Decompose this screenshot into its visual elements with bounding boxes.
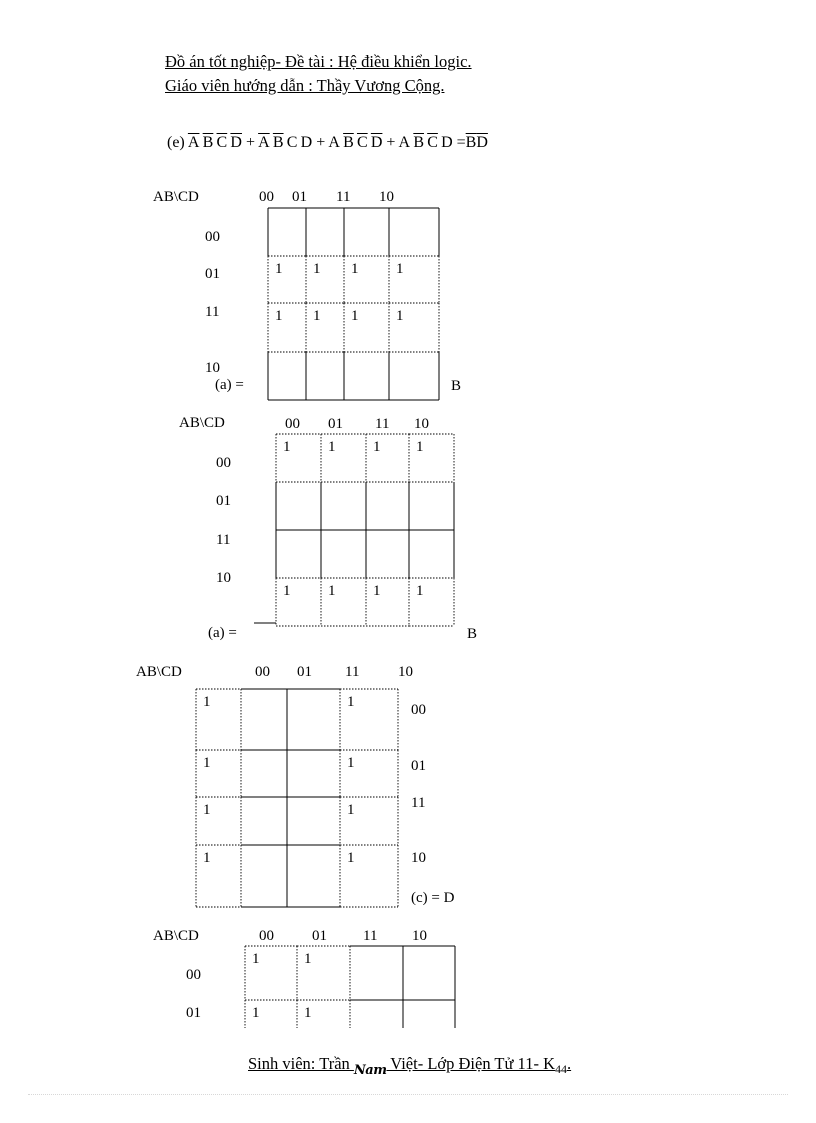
kmap2-cell-value: 1 xyxy=(373,439,381,455)
kmap4-col-00: 00 xyxy=(259,928,274,944)
kmap2-col-01: 01 xyxy=(328,416,343,432)
kmap2-caption: (a) = xyxy=(208,625,237,641)
kmap3-row-01: 01 xyxy=(411,758,426,774)
kmap3-cell-value: 1 xyxy=(203,694,211,710)
kmap1-col-10: 10 xyxy=(379,189,394,205)
kmap2-row-00: 00 xyxy=(216,455,231,471)
kmap2-col-00: 00 xyxy=(285,416,300,432)
kmap1-corner-label: AB\CD xyxy=(153,189,199,205)
student-footer xyxy=(248,1054,572,1078)
kmap3-row-00: 00 xyxy=(411,702,426,718)
footer-prefix: Sinh viên: Trần xyxy=(248,1054,354,1073)
kmap2-cell-value: 1 xyxy=(328,583,336,599)
kmap3-cell-value: 1 xyxy=(203,755,211,771)
handwritten-signature: Nam xyxy=(353,1063,387,1078)
kmap2-cell-value: 1 xyxy=(328,439,336,455)
kmap1-cell-value: 1 xyxy=(275,308,283,324)
equation-term: $\overline{A}$ $\overline{B}$ $\overline{C}$ $\overline{D}$ xyxy=(187,134,242,151)
kmap3-row-10: 10 xyxy=(411,850,426,866)
kmap2-cell-value: 1 xyxy=(373,583,381,599)
kmap3-col-10: 10 xyxy=(398,664,413,680)
equation-result: $=\overline{B}\overline{D}$ xyxy=(456,134,488,151)
kmap3-cell-value: 1 xyxy=(203,802,211,818)
kmap3-row-11: 11 xyxy=(411,795,426,811)
kmap1-caption: (a) = xyxy=(215,377,244,393)
kmap1-cell-value: 1 xyxy=(313,308,321,324)
footer-class-subscript: 44 xyxy=(554,1062,567,1076)
kmap2-cell-value: 1 xyxy=(283,439,291,455)
kmap2-corner-label: AB\CD xyxy=(179,415,225,431)
kmap1-cell-value: 1 xyxy=(313,261,321,277)
equation-plus: + xyxy=(241,134,259,151)
kmap2-result: B xyxy=(467,626,478,642)
document-header-title: Đồ án tốt nghiệp- Đề tài : Hệ điều khiển logic. xyxy=(165,52,472,71)
kmap2-cell-value: 1 xyxy=(416,439,424,455)
kmap1-col-00: 00 xyxy=(259,189,274,205)
kmap3-cell-value: 1 xyxy=(347,694,355,710)
kmap2-cell-value: 1 xyxy=(416,583,424,599)
kmap1-cell-value: 1 xyxy=(351,261,359,277)
kmap3-col-00: 00 xyxy=(255,664,270,680)
equation-label: (e) xyxy=(167,134,185,151)
kmap1-result: B xyxy=(451,378,462,394)
kmap3-col-01: 01 xyxy=(297,664,312,680)
kmap1-cell-value: 1 xyxy=(396,308,404,324)
equation-plus: + xyxy=(382,134,399,151)
kmap1-row-10: 10 xyxy=(205,360,220,376)
kmap3-cell-value: 1 xyxy=(347,802,355,818)
equation-term: $\overline{A}$ $\overline{B}$ C D xyxy=(258,134,313,151)
kmap4-row-00: 00 xyxy=(186,967,201,983)
equation-term: A $\overline{B}$ $\overline{C}$ D xyxy=(398,134,453,151)
kmap4-col-01: 01 xyxy=(312,928,327,944)
kmap3-col-11: 11 xyxy=(345,664,360,680)
kmap4-cell-value: 1 xyxy=(304,951,312,967)
equation-plus: + xyxy=(312,134,329,151)
kmap1-row-01: 01 xyxy=(205,266,220,282)
kmap1-row-00: 00 xyxy=(205,229,220,245)
kmap3-cell-value: 1 xyxy=(347,755,355,771)
kmap3-caption: (c) = D xyxy=(411,890,455,906)
document-header-advisor: Giáo viên hướng dẫn : Thầy Vương Cộng. xyxy=(165,76,445,95)
kmap3-cell-value: 1 xyxy=(347,850,355,866)
kmap1-cell-value: 1 xyxy=(351,308,359,324)
kmap4-cell-value: 1 xyxy=(252,1005,260,1021)
kmap1-col-01: 01 xyxy=(292,189,307,205)
footer-middle: Việt- Lớp Điện Tử 11- K xyxy=(386,1054,555,1073)
kmap2-row-11: 11 xyxy=(216,532,231,548)
kmap2-row-10: 10 xyxy=(216,570,231,586)
kmap2-row-01: 01 xyxy=(216,493,231,509)
kmap4-col-10: 10 xyxy=(412,928,427,944)
kmap2-cell-value: 1 xyxy=(283,583,291,599)
kmap1-cell-value: 1 xyxy=(396,261,404,277)
kmap3-cell-value: 1 xyxy=(203,850,211,866)
kmap3-corner-label: AB\CD xyxy=(136,664,182,680)
kmap1-cell-value: 1 xyxy=(275,261,283,277)
kmap4-col-11: 11 xyxy=(363,928,378,944)
page-bottom-divider xyxy=(28,1094,788,1095)
kmap2-col-11: 11 xyxy=(375,416,390,432)
kmap4-corner-label: AB\CD xyxy=(153,928,199,944)
kmap1-col-11: 11 xyxy=(336,189,351,205)
footer-end: . xyxy=(566,1054,572,1073)
kmap2-col-10: 10 xyxy=(414,416,429,432)
kmap4-cell-value: 1 xyxy=(304,1005,312,1021)
equation-term: A $\overline{B}$ $\overline{C}$ $\overline{D}$ xyxy=(328,134,383,151)
kmap1-row-11: 11 xyxy=(205,304,220,320)
kmap4-cell-value: 1 xyxy=(252,951,260,967)
kmap4-row-01: 01 xyxy=(186,1005,201,1021)
